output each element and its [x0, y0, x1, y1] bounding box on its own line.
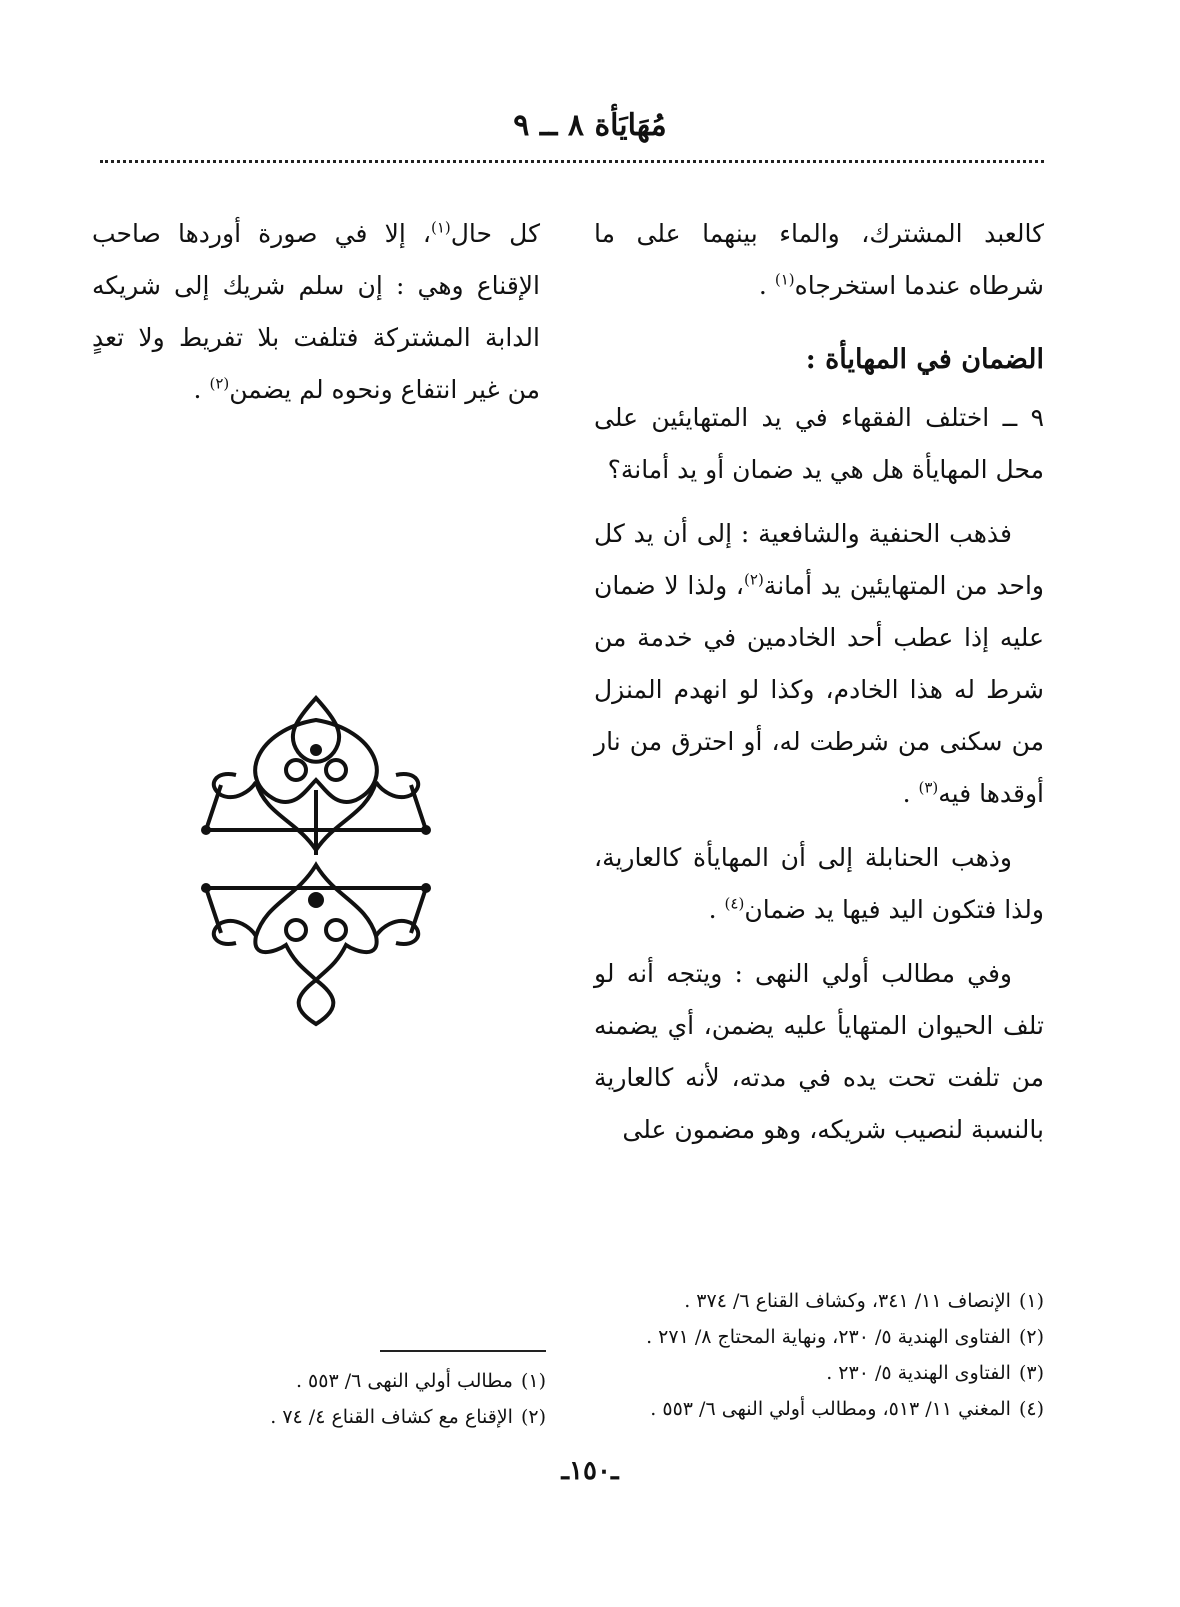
left-paragraph-text-b: ، إلا في صورة أوردها صاحب الإقناع وهي : إن سلم شريك إلى شريكه الدابة المشتركة فتلفت بلا تفريط ولا تعدٍ من غير انتفاع ونحوه لم يضمن	[92, 219, 540, 404]
footnote-ref: (٣)	[918, 778, 939, 797]
page-number: ـ١٥٠ـ	[561, 1456, 619, 1486]
footnote-text: الفتاوى الهندية ٥/ ٢٣٠، ونهاية المحتاج ٨/ ٢٧١ .	[646, 1326, 1011, 1348]
footnote-ref: (٤)	[724, 894, 745, 913]
footnote-ref: (١)	[430, 218, 451, 237]
footnote-text: الفتاوى الهندية ٥/ ٢٣٠ .	[826, 1362, 1011, 1384]
footnote-number: (١)	[1018, 1290, 1044, 1312]
footnote-item	[120, 1399, 546, 1435]
paragraph-5: وفي مطالب أولي النهى : ويتجه أنه لو تلف الحيوان المتهايأ عليه يضمن، أي يضمنه من تلفت تحت يده في مدته، لأنه كالعارية بالنسبة لنصيب شريكه، وهو مضمون على	[594, 959, 1044, 1144]
page-header: مُهَايَأة ٨ ــ ٩	[513, 108, 667, 143]
paragraph-4-text: وذهب الحنابلة إلى أن المهايأة كالعارية، ولذا فتكون اليد فيها يد ضمان	[594, 843, 1044, 924]
footnote-number: (٢)	[1018, 1326, 1044, 1348]
footnote-item	[594, 1355, 1044, 1391]
footnote-number: (١)	[520, 1370, 546, 1392]
footnote-text: الإنصاف ١١/ ٣٤١، وكشاف القناع ٦/ ٣٧٤ .	[684, 1290, 1011, 1312]
paragraph-3-text-a: فذهب الحنفية والشافعية : إلى أن يد كل واحد من المتهايئين يد أمانة	[594, 519, 1044, 600]
footnote-text: المغني ١١/ ٥١٣، ومطالب أولي النهى ٦/ ٥٥٣ .	[650, 1398, 1011, 1420]
paragraph-3	[594, 508, 1044, 820]
paragraph-3-text-b: ، ولذا لا ضمان عليه إذا عطب أحد الخادمين في خدمة من شرط له هذا الخادم، وكذا لو انهدم المنزل من سكنى من شرطت له، أو احترق من نار أوقدها فيه	[594, 571, 1044, 808]
footnote-number: (٢)	[520, 1406, 546, 1428]
right-column	[594, 208, 1044, 1168]
footnote-ref: (١)	[774, 270, 795, 289]
left-column	[92, 208, 540, 428]
footnote-item	[594, 1283, 1044, 1319]
footnote-number: (٣)	[1018, 1362, 1044, 1384]
paragraph-1-end: .	[758, 271, 767, 300]
paragraph-4	[594, 832, 1044, 936]
footnote-ref: (٢)	[209, 374, 230, 393]
left-paragraph-end: .	[193, 375, 202, 404]
footnote-number: (٤)	[1018, 1398, 1044, 1420]
footnote-item	[594, 1391, 1044, 1427]
paragraph-3-end: .	[902, 779, 911, 808]
header-dotted-rule	[100, 160, 1044, 163]
paragraph-2: ٩ ــ اختلف الفقهاء في يد المتهايئين على محل المهايأة هل هي يد ضمان أو يد أمانة؟	[594, 403, 1044, 484]
footnote-text: الإقناع مع كشاف القناع ٤/ ٧٤ .	[270, 1406, 513, 1428]
footnote-item	[594, 1319, 1044, 1355]
left-paragraph-text-a: كل حال	[450, 219, 540, 248]
paragraph-4-end: .	[708, 895, 717, 924]
decorative-ornament	[196, 690, 436, 1030]
footnote-ref: (٢)	[744, 570, 764, 589]
paragraph-1-text: كالعبد المشترك، والماء بينهما على ما شرطاه عندما استخرجاه	[594, 219, 1044, 300]
footnote-item	[120, 1363, 546, 1399]
footnotes-right	[594, 1283, 1044, 1427]
section-heading: الضمان في المهايأة :	[805, 344, 1044, 375]
footnote-text: مطالب أولي النهى ٦/ ٥٥٣ .	[295, 1370, 513, 1392]
left-paragraph-1	[92, 208, 540, 416]
paragraph-1	[594, 208, 1044, 312]
footnotes-left	[120, 1363, 546, 1435]
footnote-separator	[380, 1350, 546, 1352]
